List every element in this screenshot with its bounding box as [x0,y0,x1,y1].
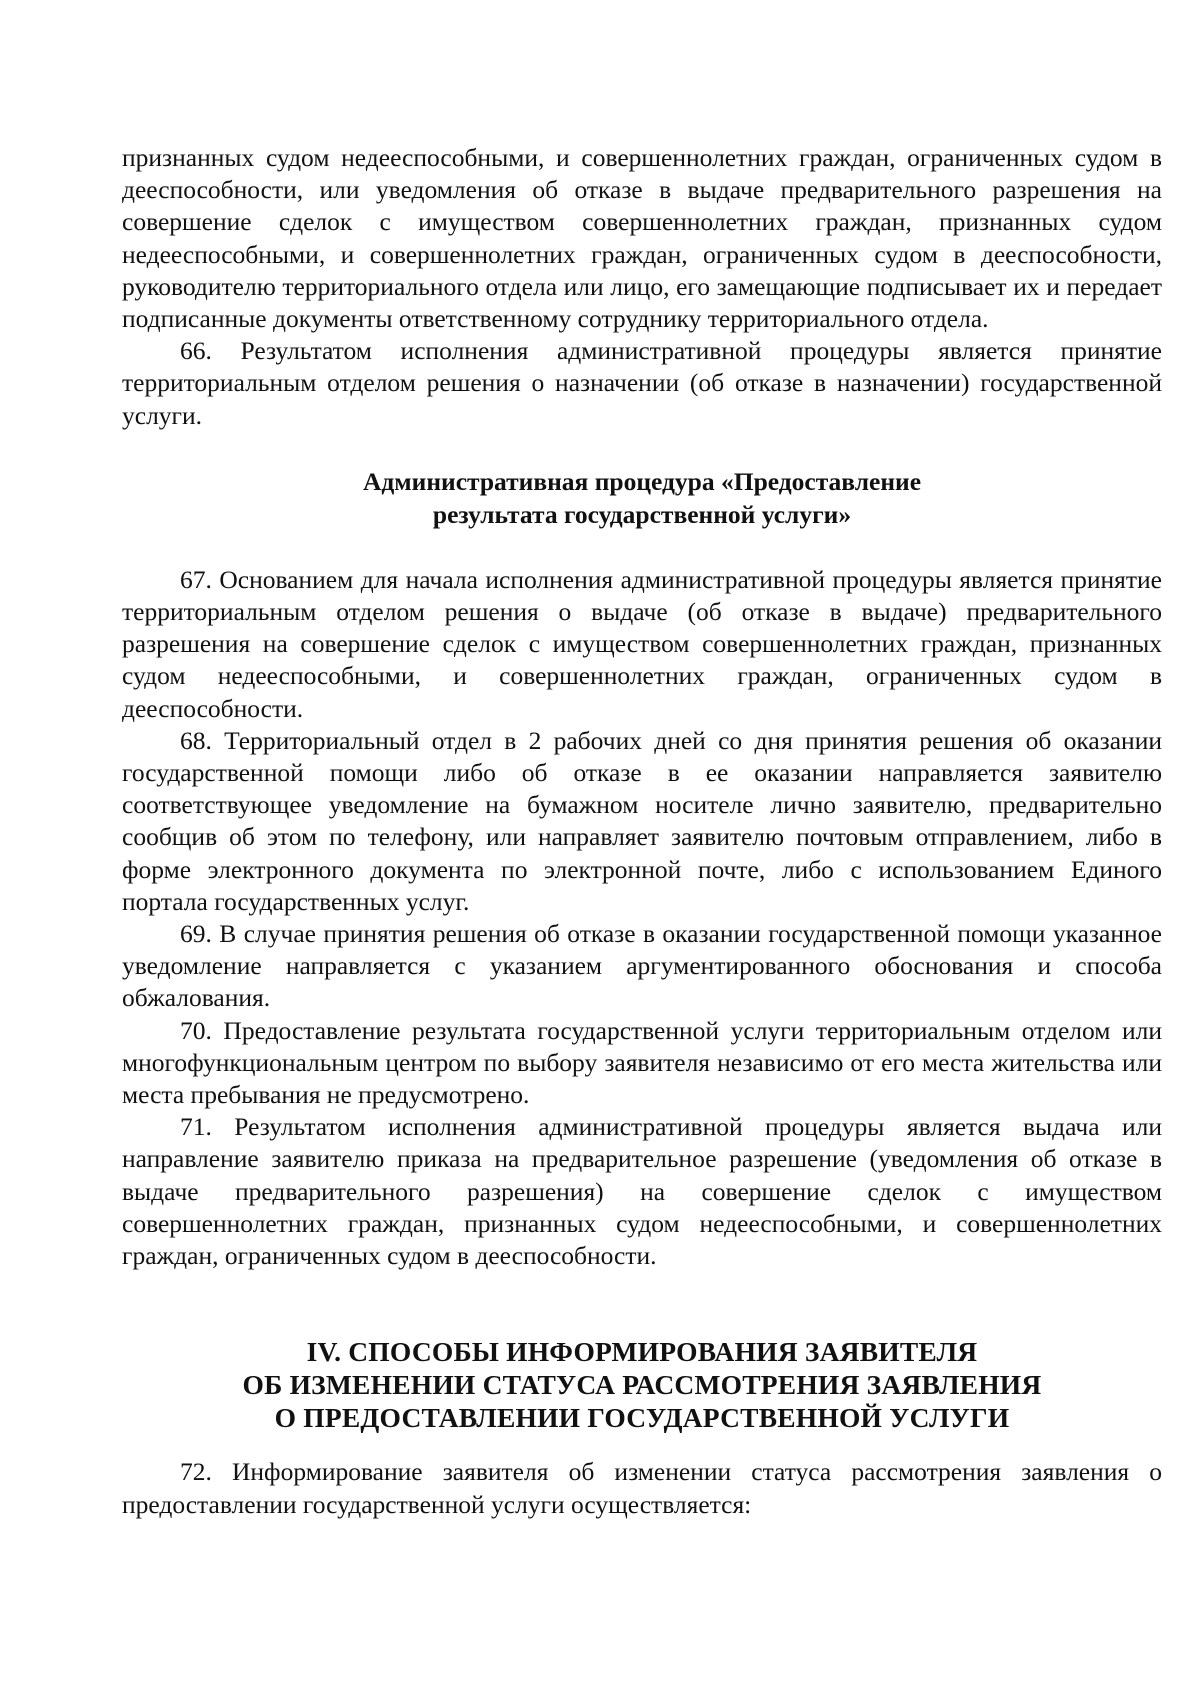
paragraph-67: 67. Основанием для начала исполнения административной процедуры является принятие территориальным отделом решения о выдаче (об отказе в выдаче) предварительного разрешения на совершение сделок с имуществом совершеннолетних граждан, признанных судом недееспособными, и совершеннолетних граждан, ограниченных судом в дееспособности. [122,564,1162,723]
section-iv-heading [122,1335,1162,1434]
paragraph-66: 66. Результатом исполнения административной процедуры является принятие территориальным отделом решения о назначении (об отказе в назначении) государственной услуги. [122,336,1162,430]
subheading-line-1: Административная процедура «Предоставление [362,466,922,496]
paragraph-71: 71. Результатом исполнения административной процедуры является выдача или направление заявителю приказа на предварительное разрешение (уведомления об отказе в выдаче предварительного разрешения) на совершение сделок с имуществом совершеннолетних граждан, признанных судом недееспособными, и совершеннолетних граждан, ограниченных судом в дееспособности. [122,1112,1162,1271]
section-heading-line-2: ОБ ИЗМЕНЕНИИ СТАТУСА РАССМОТРЕНИЯ ЗАЯВЛЕНИЯ [242,1369,1042,1401]
document-body [122,142,1162,1521]
procedure-subheading [122,465,1162,531]
paragraph-69: 69. В случае принятия решения об отказе в оказании государственной помощи указанное уведомление направляется с указанием аргументированного обоснования и способа обжалования. [122,919,1162,1013]
section-heading-line-1: IV. СПОСОБЫ ИНФОРМИРОВАНИЯ ЗАЯВИТЕЛЯ [306,1336,978,1368]
paragraph-70: 70. Предоставление результата государственной услуги территориальным отделом или многофункциональным центром по выбору заявителя независимо от его места жительства или места пребывания не предусмотрено. [122,1015,1162,1110]
paragraph-continuation: признанных судом недееспособными, и совершеннолетних граждан, ограниченных судом в дееспособности, или уведомления об отказе в выдаче предварительного разрешения на совершение сделок с имуществом совершеннолетних граждан, признанных судом недееспособными, и совершеннолетних граждан, ограниченных судом в дееспособности, руководителю территориального отдела или лицо, его замещающие подписывает их и передает подписанные документы ответственному сотруднику территориального отдела. [122,143,1162,334]
paragraph-68: 68. Территориальный отдел в 2 рабочих дней со дня принятия решения об оказании государственной помощи либо об отказе в ее оказании направляется заявителю соответствующее уведомление на бумажном носителе лично заявителю, предварительно сообщив об этом по телефону, или направляет заявителю почтовым отправлением, либо в форме электронного документа по электронной почте, либо с использованием Единого портала государственных услуг. [122,725,1162,916]
subheading-line-2: результата государственной услуги» [432,499,852,529]
section-heading-line-3: О ПРЕДОСТАВЛЕНИИ ГОСУДАРСТВЕННОЙ УСЛУГИ [274,1402,1010,1434]
paragraph-72: 72. Информирование заявителя об изменении статуса рассмотрения заявления о предоставлении государственной услуги осуществляется: [122,1457,1162,1519]
